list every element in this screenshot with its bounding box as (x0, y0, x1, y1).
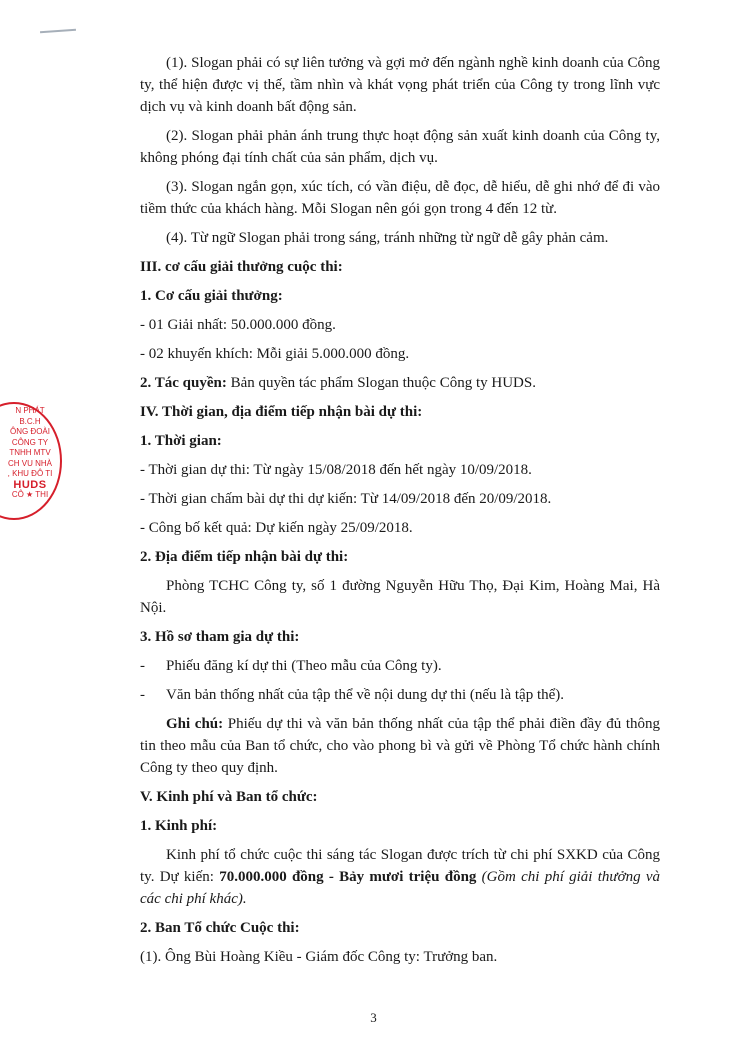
document-item (140, 655, 660, 677)
note-label: Ghi chú: (166, 716, 224, 732)
budget-note: (Gồm chi phí giải thưởng và các chi phí khác). (140, 869, 660, 907)
scan-mark (40, 29, 76, 34)
note-paragraph (140, 713, 660, 779)
seal-line: , KHU ĐÔ TI (7, 469, 53, 478)
criteria-1: (1). Slogan phải có sự liên tưởng và gợi mở đến ngành nghề kinh doanh của Công ty, thể hiện được vị thế, tầm nhìn và khát vọng phát triển của Công ty trong lĩnh vực dịch vụ và kinh doanh bất động sản. (140, 55, 660, 115)
seal-brand: HUDS (13, 478, 47, 491)
prize-first: - 01 Giải nhất: 50.000.000 đồng. (140, 317, 336, 333)
criteria-3: (3). Slogan ngắn gọn, xúc tích, có vần điệu, dễ đọc, dễ hiểu, dễ ghi nhớ để đi vào tiềm thức của khách hàng. Mỗi Slogan nên gói gọn trong 4 đến 12 từ. (140, 179, 660, 217)
budget-text: Kinh phí tổ chức cuộc thi sáng tác Slogan được trích từ chi phí SXKD của Công ty. Dự kiến: (140, 847, 660, 885)
section-5-heading: V. Kinh phí và Ban tổ chức: (140, 789, 318, 805)
seal-line: B.C.H (19, 416, 41, 426)
location-address: Phòng TCHC Công ty, số 1 đường Nguyễn Hữu Thọ, Đại Kim, Hoàng Mai, Hà Nội. (140, 578, 660, 616)
budget-amount: 70.000.000 đồng - Bảy mươi triệu đồng (219, 869, 477, 885)
document-item (140, 684, 660, 706)
section-4-heading: IV. Thời gian, địa điểm tiếp nhận bài dự thi: (140, 404, 423, 420)
prize-consolation: - 02 khuyến khích: Mỗi giải 5.000.000 đồng. (140, 346, 410, 362)
page-number: 3 (370, 1010, 377, 1025)
committee-heading: 2. Ban Tổ chức Cuộc thi: (140, 920, 300, 936)
seal-line: CH VU NHÀ (7, 458, 52, 468)
time-heading: 1. Thời gian: (140, 433, 222, 449)
time-judging: - Thời gian chấm bài dự thi dự kiến: Từ 14/09/2018 đến 20/09/2018. (140, 491, 552, 507)
time-announcement: - Công bố kết quả: Dự kiến ngày 25/09/2018. (140, 520, 413, 536)
documents-heading: 3. Hồ sơ tham gia dự thi: (140, 629, 300, 645)
seal-text (0, 406, 60, 501)
seal-line: TNHH MTV (9, 448, 51, 457)
note-text: Phiếu dự thi và văn bản thống nhất của tập thể phải điền đầy đủ thông tin theo mẫu của Ban tổ chức, cho vào phong bì và gửi về Phòng Tổ chức hành chính Công ty theo quy định. (140, 716, 661, 776)
document-item-text: Văn bản thống nhất của tập thể về nội dung dự thi (nếu là tập thể). (166, 687, 565, 703)
seal-bottom: CÔ ★ THI (11, 490, 49, 499)
prize-structure-heading: 1. Cơ cấu giải thưởng: (140, 288, 283, 304)
red-seal-stamp (0, 398, 62, 520)
dash-bullet: - (140, 658, 145, 674)
dash-bullet: - (140, 687, 145, 703)
budget-heading: 1. Kinh phí: (140, 818, 218, 834)
document-item-text: Phiếu đăng kí dự thi (Theo mẫu của Công ty). (166, 658, 442, 674)
criteria-2: (2). Slogan phải phản ánh trung thực hoạt động sản xuất kinh doanh của Công ty, không phóng đại tính chất của sản phẩm, dịch vụ. (140, 128, 660, 166)
time-entry: - Thời gian dự thi: Từ ngày 15/08/2018 đến hết ngày 10/09/2018. (140, 462, 532, 478)
copyright-text: Bản quyền tác phẩm Slogan thuộc Công ty HUDS. (226, 375, 536, 391)
section-3-heading: III. cơ cấu giải thưởng cuộc thi: (140, 259, 343, 275)
copyright-line (140, 372, 660, 394)
seal-line: ÔNG ĐOÀI (9, 427, 50, 436)
committee-member: (1). Ông Bùi Hoàng Kiều - Giám đốc Công ty: Trưởng ban. (140, 949, 498, 965)
seal-line: N PHÁT (15, 406, 45, 415)
copyright-label: 2. Tác quyền: (140, 375, 227, 391)
seal-line: CÔNG TY (11, 437, 49, 447)
budget-paragraph (140, 844, 660, 910)
location-heading: 2. Địa điểm tiếp nhận bài dự thi: (140, 549, 349, 565)
document-body (140, 52, 660, 968)
criteria-4: (4). Từ ngữ Slogan phải trong sáng, tránh những từ ngữ dễ gây phản cảm. (166, 230, 609, 246)
